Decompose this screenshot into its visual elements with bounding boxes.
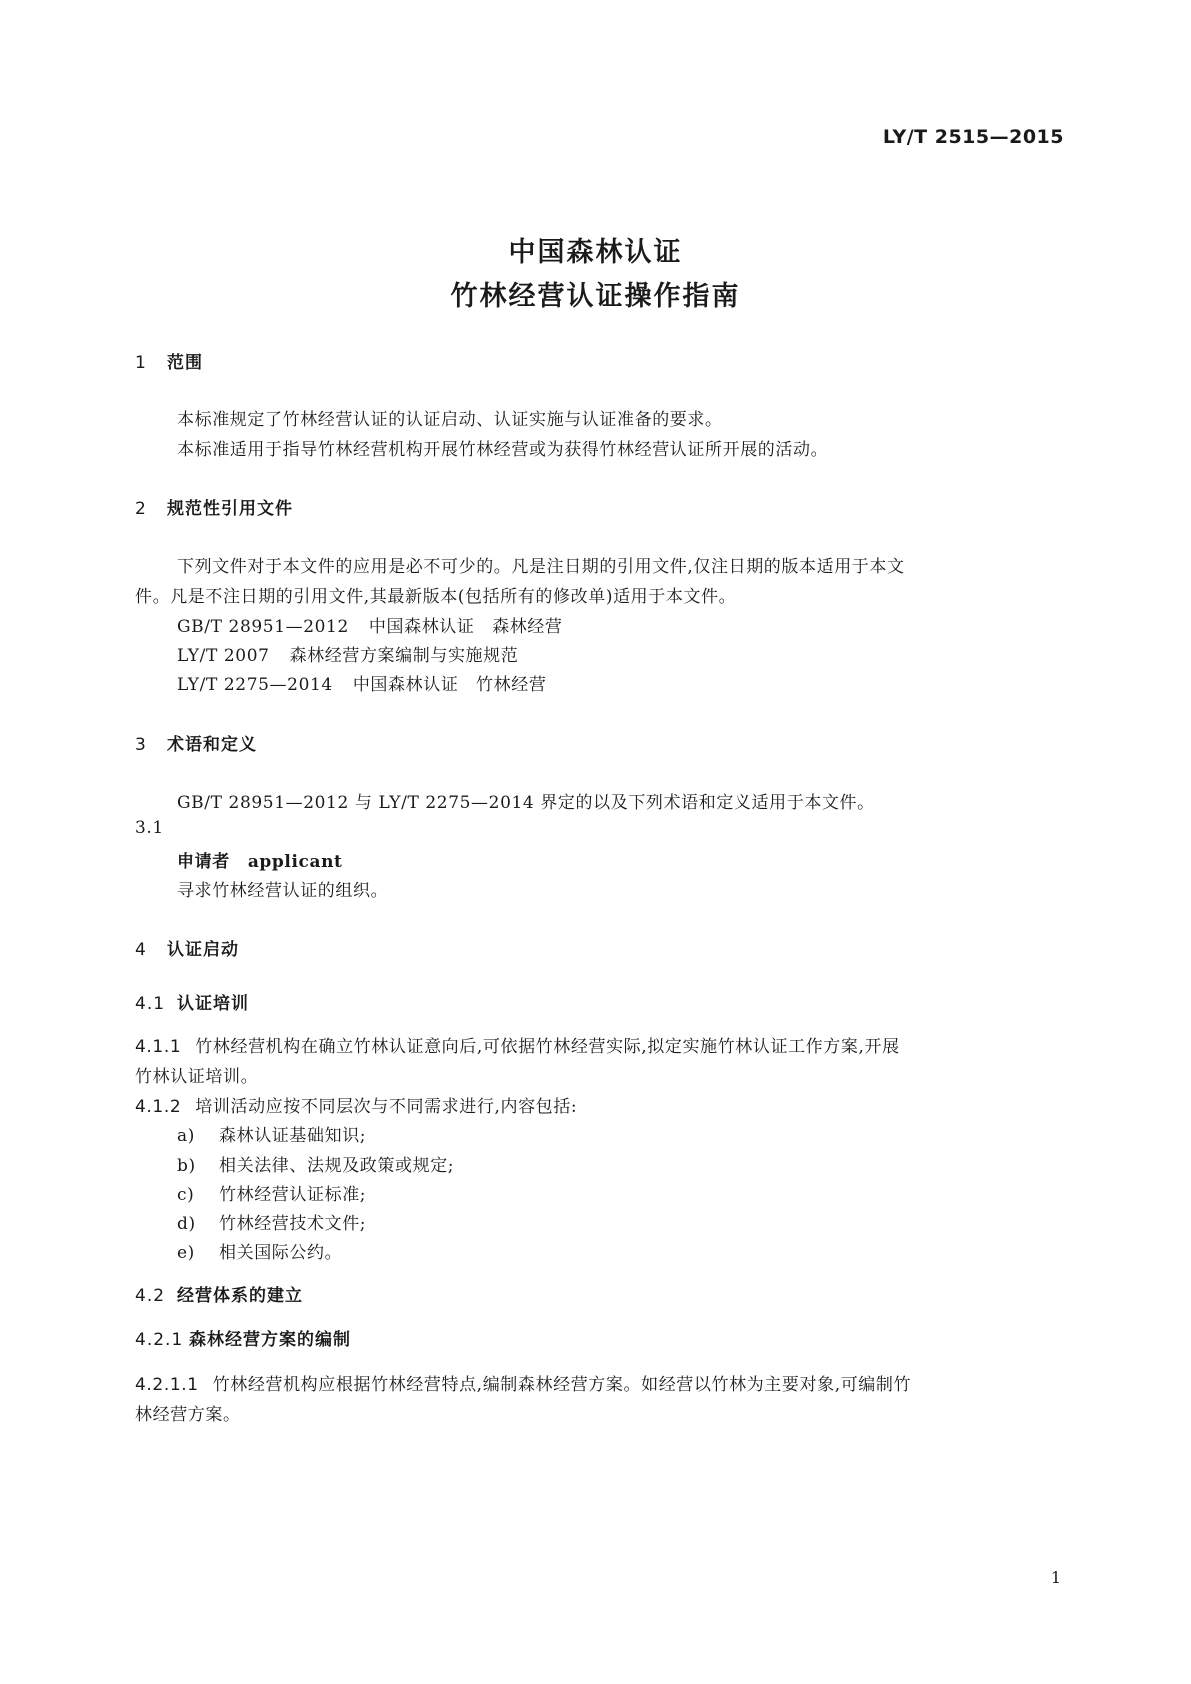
standard-code: LY/T 2515—2015 <box>882 126 1064 148</box>
clause-number: 4.2.1.1 <box>135 1375 199 1395</box>
list-item <box>177 1180 366 1205</box>
document-title-line1: 中国森林认证 <box>508 237 683 268</box>
paragraph: 下列文件对于本文件的应用是必不可少的。凡是注日期的引用文件,仅注日期的版本适用于本文 <box>177 557 905 577</box>
list-label: b) <box>177 1156 196 1176</box>
section-number: 4.2.1 <box>135 1330 184 1350</box>
list-item <box>177 1238 342 1263</box>
section-title: 认证启动 <box>167 940 239 960</box>
section-title: 范围 <box>167 353 203 373</box>
section-1-heading <box>135 348 203 373</box>
clause-text: 竹林经营机构在确立竹林认证意向后,可依据竹林经营实际,拟定实施竹林认证工作方案,开展 <box>195 1037 900 1057</box>
subsection-4-2-1-heading <box>135 1325 351 1350</box>
section-3-heading <box>135 730 257 755</box>
paragraph: 件。凡是不注日期的引用文件,其最新版本(包括所有的修改单)适用于本文件。 <box>135 587 737 607</box>
clause-4-1-2 <box>135 1092 577 1117</box>
list-label: c) <box>177 1185 195 1205</box>
reference-title: 中国森林认证 竹林经营 <box>352 675 547 695</box>
document-title-line2: 竹林经营认证操作指南 <box>450 281 741 312</box>
section-title: 规范性引用文件 <box>167 499 293 519</box>
section-number: 4.1 <box>135 994 166 1014</box>
reference-item <box>177 641 518 666</box>
list-text: 森林认证基础知识; <box>219 1126 367 1146</box>
list-item <box>177 1209 366 1234</box>
reference-title: 森林经营方案编制与实施规范 <box>289 646 519 666</box>
reference-code: GB/T 28951—2012 <box>177 617 349 637</box>
list-text: 竹林经营认证标准; <box>219 1185 367 1205</box>
paragraph: GB/T 28951—2012 与 LY/T 2275—2014 界定的以及下列术语和定义适用于本文件。 <box>177 793 875 813</box>
clause-number: 4.1.1 <box>135 1037 182 1057</box>
clause-4-1-1 <box>135 1032 900 1057</box>
clause-text-continued: 竹林认证培训。 <box>135 1067 259 1087</box>
term-entry <box>177 847 343 872</box>
section-title: 认证培训 <box>177 994 249 1014</box>
section-title: 术语和定义 <box>167 735 257 755</box>
section-number: 1 <box>135 353 147 373</box>
list-text: 相关法律、法规及政策或规定; <box>219 1156 455 1176</box>
reference-title: 中国森林认证 森林经营 <box>368 617 563 637</box>
clause-text-continued: 林经营方案。 <box>135 1405 241 1425</box>
paragraph: 本标准规定了竹林经营认证的认证启动、认证实施与认证准备的要求。 <box>177 410 723 430</box>
reference-item <box>177 612 563 637</box>
clause-number: 4.1.2 <box>135 1097 182 1117</box>
page-number: 1 <box>1050 1568 1061 1587</box>
clause-text: 培训活动应按不同层次与不同需求进行,内容包括: <box>195 1097 578 1117</box>
subsection-4-1-heading <box>135 989 249 1014</box>
term-number: 3.1 <box>135 818 164 838</box>
clause-text: 竹林经营机构应根据竹林经营特点,编制森林经营方案。如经营以竹林为主要对象,可编制竹 <box>212 1375 912 1395</box>
reference-item <box>177 670 546 695</box>
reference-code: LY/T 2007 <box>177 646 270 666</box>
list-item <box>177 1121 366 1146</box>
term-definition: 寻求竹林经营认证的组织。 <box>177 881 389 901</box>
section-title: 经营体系的建立 <box>177 1286 303 1306</box>
section-number: 3 <box>135 735 147 755</box>
term-chinese: 申请者 <box>177 852 230 872</box>
list-text: 相关国际公约。 <box>219 1243 343 1263</box>
section-number: 4 <box>135 940 147 960</box>
list-label: a) <box>177 1126 195 1146</box>
list-label: d) <box>177 1214 196 1234</box>
list-item <box>177 1151 454 1176</box>
clause-4-2-1-1 <box>135 1370 911 1395</box>
section-4-heading <box>135 935 239 960</box>
section-number: 4.2 <box>135 1286 166 1306</box>
list-text: 竹林经营技术文件; <box>219 1214 367 1234</box>
section-title: 森林经营方案的编制 <box>189 1330 351 1350</box>
paragraph: 本标准适用于指导竹林经营机构开展竹林经营或为获得竹林经营认证所开展的活动。 <box>177 440 829 460</box>
section-2-heading <box>135 494 293 519</box>
subsection-4-2-heading <box>135 1281 303 1306</box>
reference-code: LY/T 2275—2014 <box>177 675 333 695</box>
section-number: 2 <box>135 499 147 519</box>
list-label: e) <box>177 1243 195 1263</box>
term-english: applicant <box>247 852 343 872</box>
